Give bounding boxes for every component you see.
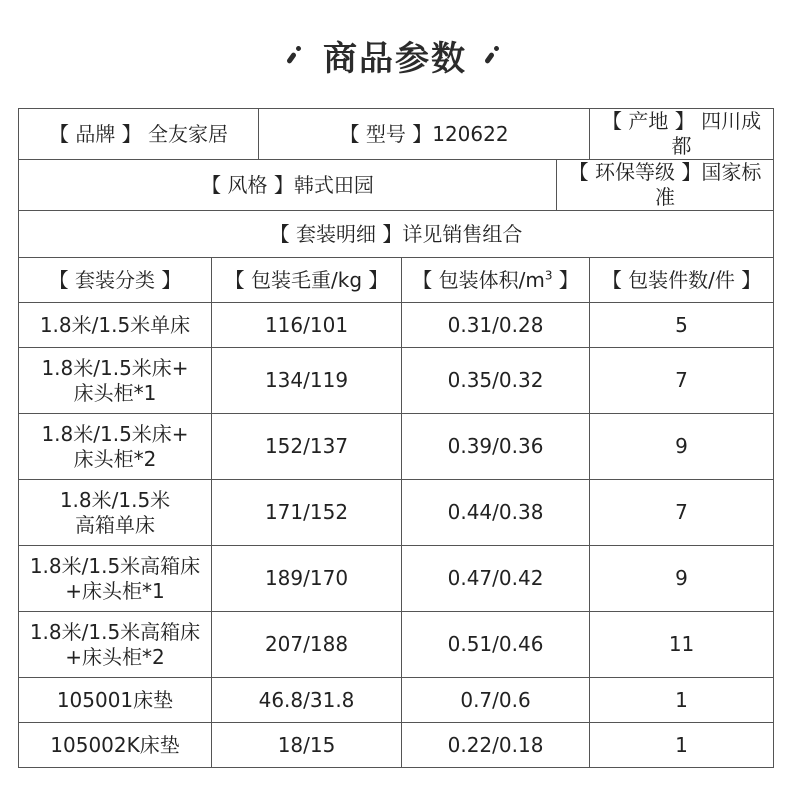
pieces-cell: 1 (590, 723, 774, 768)
brand-cell: 【 品牌 】 全友家居 (19, 109, 259, 160)
weight-cell: 46.8/31.8 (212, 678, 402, 723)
category-cell (19, 723, 212, 768)
table-row (19, 303, 774, 348)
pieces-cell: 11 (590, 612, 774, 678)
category-cell (19, 546, 212, 612)
table-header-row (19, 258, 774, 303)
category-line: 1.8米/1.5米床+ (41, 355, 189, 380)
volume-cell: 0.51/0.46 (402, 612, 590, 678)
weight-cell: 18/15 (212, 723, 402, 768)
pieces-cell: 9 (590, 546, 774, 612)
table-row (19, 723, 774, 768)
table-row (19, 414, 774, 480)
category-cell (19, 678, 212, 723)
slash-decoration-left-icon (283, 42, 309, 68)
category-line: 1.8米/1.5米 (59, 487, 171, 512)
info-row-2 (19, 160, 774, 211)
category-line: 105002K床垫 (50, 732, 180, 757)
table-row (19, 348, 774, 414)
product-params-table (18, 108, 774, 768)
origin-cell: 【 产地 】 四川成都 (590, 109, 774, 160)
package-detail-cell: 【 套装明细 】详见销售组合 (19, 211, 774, 258)
volume-cell: 0.7/0.6 (402, 678, 590, 723)
slash-decoration-right-icon (481, 42, 507, 68)
weight-cell: 207/188 (212, 612, 402, 678)
category-line: 1.8米/1.5米高箱床 (29, 553, 201, 578)
category-cell (19, 612, 212, 678)
header-volume-sup: 3 (544, 267, 553, 282)
category-line: 1.8米/1.5米高箱床 (29, 619, 201, 644)
table-row (19, 546, 774, 612)
category-line: 105001床垫 (56, 687, 174, 712)
category-cell (19, 348, 212, 414)
style-cell: 【 风格 】韩式田园 (19, 160, 557, 211)
category-line: 高箱单床 (75, 512, 155, 537)
weight-cell: 171/152 (212, 480, 402, 546)
page-title: 商品参数 (323, 38, 467, 79)
table-row (19, 612, 774, 678)
volume-cell: 0.35/0.32 (402, 348, 590, 414)
weight-cell: 116/101 (212, 303, 402, 348)
volume-cell: 0.22/0.18 (402, 723, 590, 768)
category-line: 床头柜*1 (73, 380, 157, 405)
pieces-cell: 1 (590, 678, 774, 723)
volume-cell: 0.47/0.42 (402, 546, 590, 612)
table-row (19, 678, 774, 723)
category-cell (19, 414, 212, 480)
pieces-cell: 5 (590, 303, 774, 348)
pieces-cell: 9 (590, 414, 774, 480)
table-row (19, 480, 774, 546)
header-volume-suffix: 】 (552, 267, 579, 292)
category-line: +床头柜*2 (65, 644, 165, 669)
weight-cell: 134/119 (212, 348, 402, 414)
category-cell (19, 303, 212, 348)
pieces-cell: 7 (590, 348, 774, 414)
header-pieces: 【 包装件数/件 】 (590, 258, 774, 303)
category-line: 1.8米/1.5米单床 (39, 312, 191, 337)
category-line: 床头柜*2 (73, 446, 157, 471)
header-volume (402, 258, 590, 303)
header-category: 【 套装分类 】 (19, 258, 212, 303)
title-bar (0, 30, 790, 80)
pieces-cell: 7 (590, 480, 774, 546)
volume-cell: 0.31/0.28 (402, 303, 590, 348)
header-weight: 【 包装毛重/kg 】 (212, 258, 402, 303)
model-cell: 【 型号 】120622 (259, 109, 590, 160)
volume-cell: 0.39/0.36 (402, 414, 590, 480)
eco-level-cell: 【 环保等级 】国家标准 (557, 160, 774, 211)
info-row-3 (19, 211, 774, 258)
category-line: 1.8米/1.5米床+ (41, 421, 189, 446)
info-row-1 (19, 109, 774, 160)
weight-cell: 189/170 (212, 546, 402, 612)
data-rows (19, 303, 774, 768)
weight-cell: 152/137 (212, 414, 402, 480)
header-volume-prefix: 【 包装体积/m (412, 267, 545, 292)
category-cell (19, 480, 212, 546)
category-line: +床头柜*1 (65, 578, 165, 603)
volume-cell: 0.44/0.38 (402, 480, 590, 546)
